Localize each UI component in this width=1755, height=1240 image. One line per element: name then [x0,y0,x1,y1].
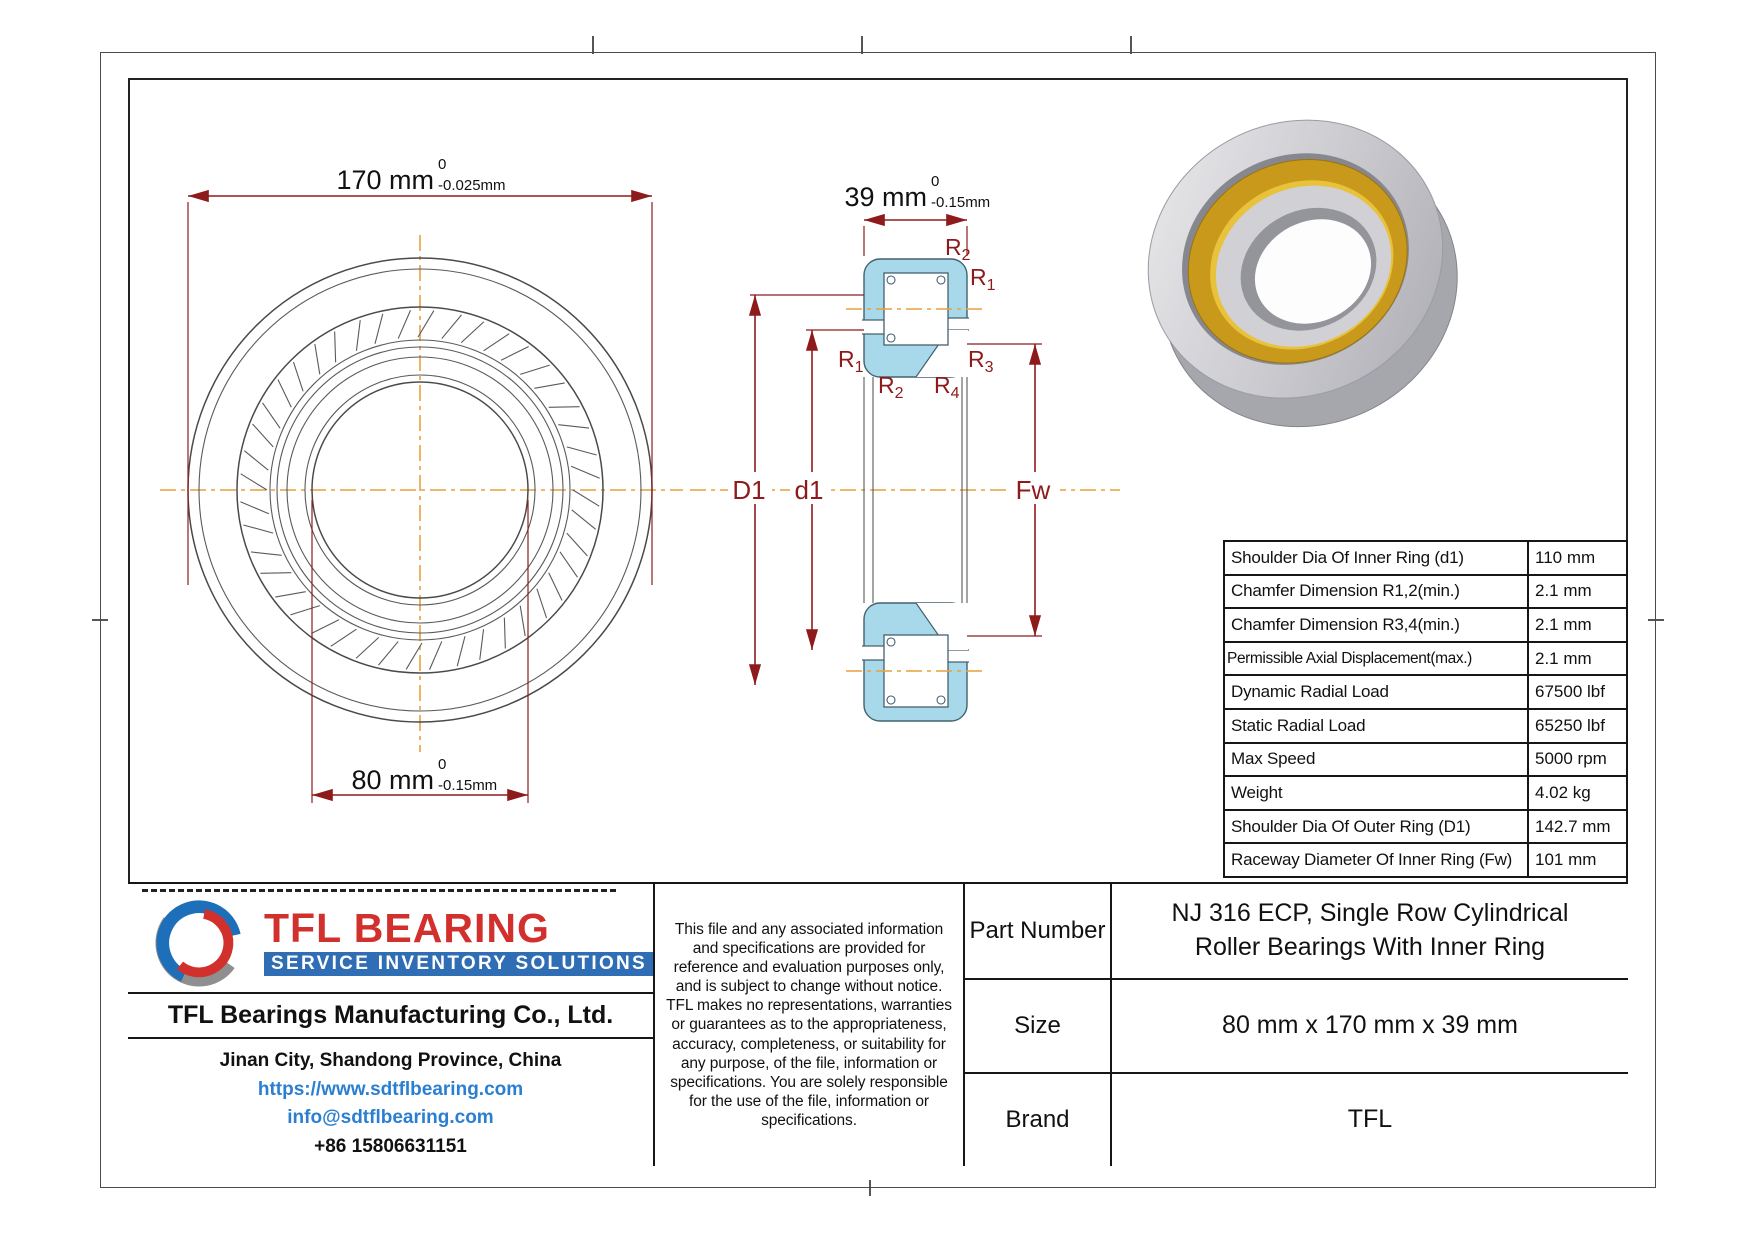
title-block [128,882,1628,1164]
company-name: TFL Bearings Manufacturing Co., Ltd. [128,992,653,1037]
contact-info [128,1037,653,1166]
size-label: Size [1014,1012,1061,1039]
chamfer-label-r3: $R_3$ [968,346,994,376]
logo-brand-text: TFL BEARING [264,905,550,951]
part-number-label: Part Number [969,917,1106,944]
table-row: Weight 4.02 kg [1225,775,1626,809]
outer-diameter-tol-lower: -0.025mm [438,177,506,194]
email-link[interactable]: info@sdtflbearing.com [287,1107,494,1128]
table-row: Permissible Axial Displacement(max.) 2.1 mm [1225,641,1626,675]
logo-tagline: SERVICE INVENTORY SOLUTIONS [264,952,654,976]
width-value: 39 mm [844,182,927,212]
tfl-logo-icon [146,896,252,988]
chamfer-label-r1-right: $R_1$ [970,264,996,294]
raceway-label: Fw [1015,475,1051,505]
outer-diameter-value: 170 mm [336,165,434,195]
bore-diameter-value: 80 mm [351,765,434,795]
table-row: Shoulder Dia Of Outer Ring (D1) 142.7 mm [1225,809,1626,843]
website-link[interactable]: https://www.sdtflbearing.com [257,1078,524,1100]
table-row: Shoulder Dia Of Inner Ring (d1) 110 mm [1225,542,1626,574]
part-number-row [965,884,1628,978]
table-row: Raceway Diameter Of Inner Ring (Fw) 101 mm [1225,842,1626,876]
logo-dash-line [142,889,616,892]
table-row: Max Speed 5000 rpm [1225,742,1626,776]
chamfer-label-r2-bottom: $R_2$ [878,372,904,402]
table-row: Chamfer Dimension R1,2(min.) 2.1 mm [1225,574,1626,608]
outer-diameter-tol-upper: 0 [438,156,447,173]
bore-diameter-tol-upper: 0 [438,756,447,773]
brand-label: Brand [1005,1106,1070,1133]
outer-shoulder-label: D1 [732,475,766,505]
size-value: 80 mm x 170 mm x 39 mm [1110,980,1628,1072]
logo-cell [128,884,653,992]
phone-number: +86 15806631151 [314,1135,467,1157]
table-row: Dynamic Radial Load 67500 lbf [1225,674,1626,708]
table-row: Chamfer Dimension R3,4(min.) 2.1 mm [1225,607,1626,641]
chamfer-label-r4: $R_4$ [934,372,960,402]
part-number-value: NJ 316 ECP, Single Row Cylindrical Roller Bearings With Inner Ring [1110,884,1628,978]
width-tol-lower: -0.15mm [931,194,991,211]
width-tol-upper: 0 [931,173,940,190]
table-row: Static Radial Load 65250 lbf [1225,708,1626,742]
size-row [965,978,1628,1072]
brand-row [965,1072,1628,1166]
bore-diameter-tol-lower: -0.15mm [438,777,498,794]
spec-table [1223,540,1628,878]
brand-value: TFL [1110,1074,1628,1166]
chamfer-label-r1-left: $R_1$ [838,346,864,376]
chamfer-label-r2-top: $R_2$ [945,234,971,264]
company-address: Jinan City, Shandong Province, China [219,1050,562,1071]
inner-shoulder-label: d1 [794,475,824,505]
disclaimer-text: This file and any associated information and specifications are provided for reference and evaluation purposes only, and is subject to change without notice. TFL makes no representations, warranties or guarantees as to the appropriateness, accuracy, completeness, or suitability for any purpose, of the file, information or specifications. You are solely responsible for the use of the file, information or specifications. [653,884,965,1166]
